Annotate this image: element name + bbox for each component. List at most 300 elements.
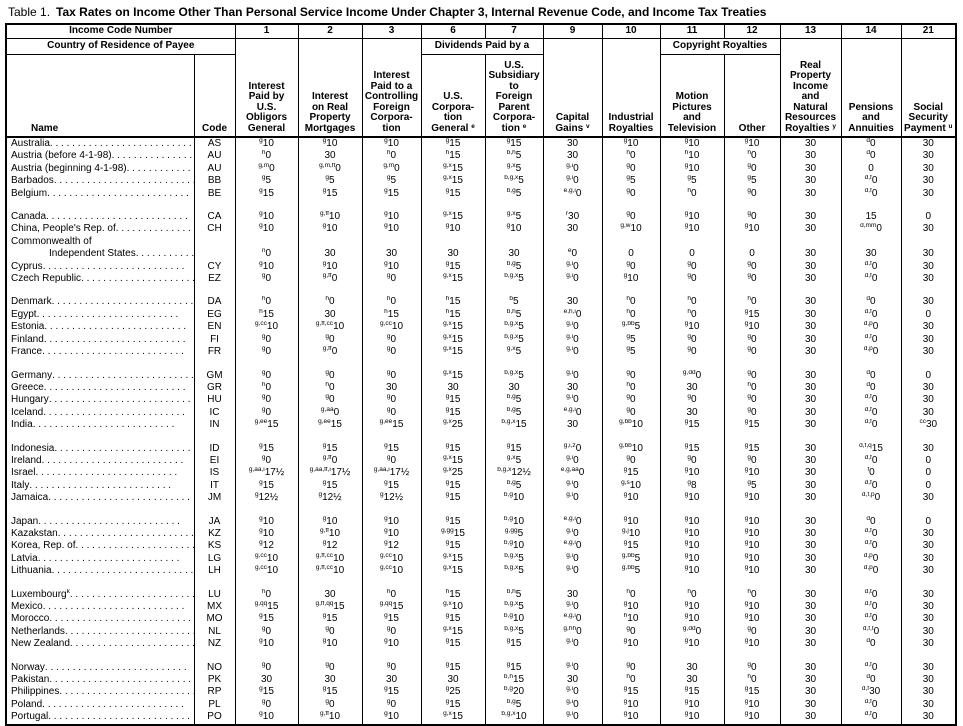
rate-cell: 30	[901, 188, 956, 200]
name-column-label: Name	[6, 55, 194, 138]
rate-cell: $^g$15	[421, 261, 485, 273]
rate-cell: $^{e,g,aa}$0	[543, 467, 602, 479]
rate-cell: $^{d,f,p}$0	[841, 492, 901, 504]
rate-cell: 30	[780, 223, 841, 235]
rate-cell: $^g$10	[660, 565, 724, 577]
rate-cell: $^r$30	[543, 211, 602, 223]
rate-cell: $^{g,qq}$15	[235, 601, 298, 613]
rate-cell: $^g$0	[362, 662, 421, 674]
rate-cell: $^{e,g,i}$0	[543, 540, 602, 552]
country-code-cell: ID	[194, 443, 235, 455]
rate-cell: $^{e,g,i}$0	[543, 516, 602, 528]
country-name-cell	[6, 528, 194, 540]
rate-cell: $^{g,i}$0	[543, 638, 602, 650]
rate-cell: $^h$0	[724, 150, 780, 162]
rate-cell: $^g$0	[602, 407, 660, 419]
rate-cell: $^{g,ee}$15	[298, 419, 362, 431]
country-name-cell	[6, 150, 194, 162]
country-name-cell	[6, 601, 194, 613]
rate-cell: 0	[901, 480, 956, 492]
dot-leader	[44, 321, 193, 333]
rate-cell: 30	[901, 662, 956, 674]
country-name-cell	[6, 516, 194, 528]
rate-cell: 30	[901, 613, 956, 625]
table-row	[6, 211, 956, 223]
rate-cell: $^h$15	[421, 589, 485, 601]
country-name: Australia	[11, 138, 50, 149]
table-row	[6, 296, 956, 308]
rate-cell: $^{d,p}$0	[841, 553, 901, 565]
rate-cell: $^g$0	[724, 407, 780, 419]
country-name-cell	[6, 699, 194, 711]
country-code-cell: MO	[194, 613, 235, 625]
table-row	[6, 589, 956, 601]
rate-cell: 30	[901, 565, 956, 577]
country-code-cell: EI	[194, 455, 235, 467]
rate-cell: 30	[780, 565, 841, 577]
country-name-cell	[6, 443, 194, 455]
rate-cell: $^{g,cc}$10	[235, 321, 298, 333]
dot-leader	[52, 565, 194, 577]
rate-cell: $^{g,qq}$15	[362, 601, 421, 613]
rate-cell: $^g$15	[235, 613, 298, 625]
rate-cell: $^g$10	[724, 711, 780, 724]
rate-cell: $^g$12½	[298, 492, 362, 504]
rate-cell: 15	[841, 211, 901, 223]
country-name-cell	[6, 613, 194, 625]
rate-cell: 0	[841, 163, 901, 175]
rate-cell: $^g$10	[724, 467, 780, 479]
country-name-cell	[6, 296, 194, 308]
rate-cell: 30	[660, 382, 724, 394]
rate-cell: $^h$15	[421, 309, 485, 321]
rate-cell: $^g$10	[724, 553, 780, 565]
rate-cell: $^{d,f}$0	[841, 273, 901, 285]
country-code-cell	[194, 248, 235, 260]
rate-cell: $^g$0	[602, 163, 660, 175]
country-name-cell	[6, 188, 194, 200]
rate-cell: $^g$15	[362, 686, 421, 698]
rate-cell: $^g$8	[660, 480, 724, 492]
table-row	[6, 261, 956, 273]
rate-cell: $^g$15	[485, 638, 543, 650]
rate-cell: $^g$12½	[235, 492, 298, 504]
rate-cell: $^{d,p}$0	[841, 321, 901, 333]
country-code-cell: FI	[194, 334, 235, 346]
rate-cell: 30	[780, 296, 841, 308]
rate-cell: $^g$10	[602, 273, 660, 285]
rate-cell: 30	[901, 394, 956, 406]
rate-cell: $^g$0	[235, 662, 298, 674]
dot-leader	[65, 626, 194, 638]
country-code-cell: BB	[194, 175, 235, 187]
rate-cell: 30	[298, 589, 362, 601]
rate-cell: $^{b,g}$5	[485, 261, 543, 273]
rate-cell: 30	[780, 309, 841, 321]
dot-leader	[52, 370, 193, 382]
rate-cell: 30	[901, 321, 956, 333]
rate-cell	[660, 236, 724, 248]
rate-cell: $^{b,g}$5	[485, 394, 543, 406]
rate-cell: $^h$0	[362, 150, 421, 162]
rate-cell: $^g$10	[660, 601, 724, 613]
column-header: U.S. Subsidiary to Foreign Parent Corpora- tion $^e$	[485, 55, 543, 138]
rate-cell: 30	[543, 674, 602, 686]
rate-cell: $^g$0	[235, 346, 298, 358]
rate-cell: 30	[780, 321, 841, 333]
country-code-cell: EG	[194, 309, 235, 321]
dot-leader	[136, 248, 194, 260]
rate-cell: $^g$0	[235, 334, 298, 346]
rate-cell: 30	[543, 296, 602, 308]
country-name-cell	[6, 467, 194, 479]
rate-cell: 30	[298, 674, 362, 686]
copyright-royalties-label: Copyright Royalties	[660, 39, 780, 55]
rate-cell	[485, 236, 543, 248]
dot-leader	[75, 540, 193, 552]
rate-cell: $^g$15	[660, 443, 724, 455]
rate-cell: $^g$10	[660, 528, 724, 540]
country-code-cell: AU	[194, 150, 235, 162]
country-name-cell	[6, 455, 194, 467]
rate-cell: $^g$0	[602, 188, 660, 200]
country-code-cell: KS	[194, 540, 235, 552]
rate-cell: $^g$15	[362, 480, 421, 492]
rate-cell: 0	[901, 370, 956, 382]
rate-cell: 30	[901, 334, 956, 346]
rate-cell: $^{g,cc}$10	[362, 553, 421, 565]
rate-cell: $^g$12	[298, 540, 362, 552]
rate-cell: $^g$0	[362, 334, 421, 346]
rate-cell: $^{b,g}$10	[485, 613, 543, 625]
dot-leader	[42, 455, 194, 467]
rate-cell: $^g$15	[660, 686, 724, 698]
rate-cell: $^g$0	[298, 662, 362, 674]
rate-cell: $^{g,aa,i}$17½	[362, 467, 421, 479]
rate-cell: 30	[543, 137, 602, 150]
country-name-cell	[6, 175, 194, 187]
rate-cell: $^{g,x}$15	[421, 321, 485, 333]
rate-cell: $^{b,g}$10	[485, 516, 543, 528]
table-row	[6, 443, 956, 455]
table-row	[6, 188, 956, 200]
rate-cell: $^d$0	[841, 137, 901, 150]
income-code-number: 6	[421, 24, 485, 39]
dot-leader	[116, 223, 194, 235]
rate-cell: $^g$15	[421, 613, 485, 625]
rate-cell: $^{b,g}$5	[485, 699, 543, 711]
rate-cell: $^g$15	[421, 492, 485, 504]
rate-cell: $^{d,f}$0	[841, 613, 901, 625]
country-name: Kazakstan	[11, 527, 58, 539]
country-code-cell: JA	[194, 516, 235, 528]
country-name-cell	[6, 626, 194, 638]
rate-cell: $^h$0	[724, 296, 780, 308]
rate-cell: $^g$0	[362, 407, 421, 419]
rate-cell: $^{g,i}$0	[543, 321, 602, 333]
rate-cell: $^{g,x}$15	[421, 553, 485, 565]
rate-cell: $^g$0	[362, 626, 421, 638]
country-name-cell	[6, 382, 194, 394]
rate-cell: $^h$10	[660, 150, 724, 162]
rate-cell: $^g$10	[298, 223, 362, 235]
country-name: India	[11, 419, 33, 431]
table-row	[6, 540, 956, 552]
country-name-cell	[6, 674, 194, 686]
rate-cell: $^{g,ff}$0	[298, 273, 362, 285]
rate-cell: $^{g,ff}$10	[298, 528, 362, 540]
country-code-cell: JM	[194, 492, 235, 504]
rate-cell: $^g$10	[660, 467, 724, 479]
country-name: Independent States	[49, 248, 136, 260]
country-name: Lithuania	[11, 565, 52, 577]
rate-cell: 30	[485, 248, 543, 260]
rate-cell: 30	[780, 674, 841, 686]
country-code-cell: LG	[194, 553, 235, 565]
rate-cell: $^{g,bb}$10	[602, 419, 660, 431]
code-column-label: Code	[194, 55, 235, 138]
country-name-cell	[6, 223, 194, 235]
rate-cell: $^g$10	[660, 223, 724, 235]
rate-cell: 30	[901, 674, 956, 686]
rate-cell: $^g$10	[724, 528, 780, 540]
rate-cell: $^h$0	[602, 674, 660, 686]
rate-cell: $^{g,ee}$15	[235, 419, 298, 431]
rate-cell: $^h$0	[660, 296, 724, 308]
country-of-residence-label: Country of Residence of Payee	[6, 39, 235, 55]
rate-cell: $^g$0	[724, 334, 780, 346]
rate-cell: $^g$10	[660, 321, 724, 333]
rate-cell: $^{b,g,x}$5	[485, 601, 543, 613]
rate-cell: $^h$0	[235, 296, 298, 308]
rate-cell: $^g$10	[660, 516, 724, 528]
rate-cell: $^g$15	[362, 188, 421, 200]
rate-cell: $^{cc}$30	[901, 419, 956, 431]
country-code-cell: CH	[194, 223, 235, 235]
rate-cell: $^h$0	[235, 150, 298, 162]
rate-cell: $^{b,g,x}$5	[485, 553, 543, 565]
rate-cell: $^{g,i}$0	[543, 601, 602, 613]
rate-cell: 30	[780, 626, 841, 638]
rate-cell: $^g$15	[298, 686, 362, 698]
rate-cell: $^g$12	[362, 540, 421, 552]
rate-cell: $^{g,ff,cc}$10	[298, 553, 362, 565]
dot-leader	[44, 334, 194, 346]
column-header: Pensions and Annuities	[841, 39, 901, 138]
rate-cell: $^{b,g}$5	[485, 480, 543, 492]
rate-cell: $^g$0	[298, 334, 362, 346]
rate-cell: $^{g,x}$15	[421, 626, 485, 638]
rate-cell: $^{d,f}$0	[841, 480, 901, 492]
rate-cell: 30	[901, 346, 956, 358]
income-code-number: 13	[780, 24, 841, 39]
rate-cell: $^{b,h}$15	[485, 674, 543, 686]
country-name: Estonia	[11, 321, 45, 333]
rate-cell: $^{d,f}$0	[841, 261, 901, 273]
dot-leader	[38, 553, 194, 565]
tax-rates-table	[5, 23, 957, 726]
rate-cell: $^g$0	[724, 370, 780, 382]
dot-leader	[37, 309, 194, 321]
rate-cell: $^g$0	[724, 394, 780, 406]
rate-cell: $^g$15	[298, 443, 362, 455]
rate-cell: $^g$0	[362, 346, 421, 358]
rate-cell: $^g$15	[421, 638, 485, 650]
country-name-cell	[6, 370, 194, 382]
rate-cell: $^{d,f}$0	[841, 699, 901, 711]
country-name: Poland	[11, 698, 43, 710]
rate-cell: 30	[780, 334, 841, 346]
dot-leader	[54, 175, 194, 187]
rate-cell: $^{g,bb}$5	[602, 553, 660, 565]
rate-cell: $^{g,x}$15	[421, 565, 485, 577]
rate-cell: 30	[543, 419, 602, 431]
rate-cell: 30	[901, 296, 956, 308]
rate-cell: $^{d,t}$0	[841, 589, 901, 601]
rate-cell: $^{g,i}$0	[543, 686, 602, 698]
rate-cell	[235, 236, 298, 248]
rate-cell: 30	[780, 407, 841, 419]
rate-cell: 30	[901, 589, 956, 601]
country-name: France	[11, 346, 43, 358]
rate-cell: 30	[780, 699, 841, 711]
rate-cell: $^g$15	[421, 540, 485, 552]
rate-cell: $^{b,g,x}$5	[485, 321, 543, 333]
rate-cell: 30	[780, 553, 841, 565]
rate-cell: $^{g,i}$0	[543, 699, 602, 711]
rate-cell: $^{d,f}$0	[841, 601, 901, 613]
country-name-cell	[6, 589, 194, 601]
rate-cell: $^g$0	[660, 261, 724, 273]
rate-cell: $^g$0	[235, 273, 298, 285]
rate-cell: $^{g,i}$0	[543, 528, 602, 540]
table-body	[6, 137, 956, 725]
country-name: Mexico	[11, 601, 43, 612]
country-code-cell: EN	[194, 321, 235, 333]
rate-cell: $^{g,bb}$10	[602, 443, 660, 455]
country-name: Cyprus	[11, 260, 43, 272]
column-header: Motion Pictures and Television	[660, 55, 724, 138]
rate-cell: $^g$15	[660, 419, 724, 431]
header-band-row	[6, 39, 956, 55]
column-header: Interest Paid by U.S. Obligors General	[235, 39, 298, 138]
country-code-cell: PO	[194, 711, 235, 724]
dot-leader	[112, 150, 194, 162]
table-title-text: Tax Rates on Income Other Than Personal Service Income Under Chapter 3, Internal Revenue Code, and Income Tax Treaties	[56, 5, 767, 19]
dot-leader	[45, 662, 194, 674]
dot-leader	[38, 516, 193, 528]
dot-leader	[33, 419, 194, 431]
country-name: Canada	[11, 211, 47, 223]
table-number: Table 1.	[8, 5, 51, 19]
rate-cell: $^g$0	[298, 394, 362, 406]
rate-cell: $^{g,i}$0	[543, 175, 602, 187]
rate-cell: $^{b,g}$10	[485, 492, 543, 504]
rate-cell: $^{g,gg}$5	[485, 528, 543, 540]
dot-leader	[43, 407, 193, 419]
rate-cell: $^g$0	[660, 455, 724, 467]
column-header: Interest on Real Property Mortgages	[298, 39, 362, 138]
spacer-row	[6, 651, 956, 662]
dot-leader	[42, 699, 193, 711]
rate-cell: $^{b,g,x}$5	[485, 370, 543, 382]
rate-cell: $^g$15	[421, 137, 485, 150]
rate-cell: $^{d,f,t}$0	[841, 626, 901, 638]
rate-cell: $^{g,x}$15	[421, 273, 485, 285]
country-name-cell	[6, 261, 194, 273]
rate-cell: 30	[901, 248, 956, 260]
rate-cell: $^g$10	[421, 223, 485, 235]
dot-leader	[52, 296, 194, 308]
rate-cell: $^g$10	[660, 699, 724, 711]
country-name: Germany	[11, 369, 53, 381]
country-name-cell	[6, 248, 194, 260]
rate-cell: $^{g,m,ff}$0	[298, 163, 362, 175]
rate-cell: $^{b,g,x}$5	[485, 273, 543, 285]
table-row	[6, 248, 956, 260]
rate-cell: $^{d,f}$0	[841, 334, 901, 346]
dividends-paid-label: Dividends Paid by a	[421, 39, 543, 55]
country-name-cell	[6, 540, 194, 552]
rate-cell: 30	[901, 150, 956, 162]
country-name-cell	[6, 321, 194, 333]
rate-cell: $^g$15	[602, 686, 660, 698]
country-name: Austria (beginning 4-1-98)	[11, 162, 127, 174]
income-code-number: 14	[841, 24, 901, 39]
rate-cell: $^h$0	[724, 382, 780, 394]
rate-cell: $^{g,i}$0	[543, 163, 602, 175]
rate-cell: 0	[901, 467, 956, 479]
rate-cell: $^{g,ee}$15	[362, 419, 421, 431]
rate-cell: $^g$10	[724, 638, 780, 650]
country-code-cell: PK	[194, 674, 235, 686]
rate-cell: $^{g,ff}$0	[298, 455, 362, 467]
rate-cell: $^{g,bb}$5	[602, 565, 660, 577]
rate-cell: $^{b,g,x}$5	[485, 626, 543, 638]
rate-cell: $^{g,x}$15	[421, 163, 485, 175]
rate-cell	[543, 236, 602, 248]
rate-cell: $^{g,x}$15	[421, 346, 485, 358]
rate-cell: $^{g,aa,i}$17½	[235, 467, 298, 479]
dot-leader	[44, 382, 194, 394]
rate-cell: 30	[543, 382, 602, 394]
country-name: Luxembourg$^k$	[11, 588, 70, 600]
rate-cell: 30	[780, 711, 841, 724]
rate-cell: $^{g,j}$10	[602, 528, 660, 540]
rate-cell: $^h$15	[421, 150, 485, 162]
rate-cell: 30	[780, 540, 841, 552]
rate-cell: $^{b,g}$20	[485, 686, 543, 698]
country-name: Portugal	[11, 711, 49, 723]
rate-cell: $^h$0	[298, 382, 362, 394]
country-name: Commonwealth of	[11, 235, 92, 247]
rate-cell: $^g$10	[660, 492, 724, 504]
rate-cell: $^{d,f}$0	[841, 455, 901, 467]
rate-cell: 30	[901, 273, 956, 285]
rate-cell: $^{b,g,x}$10	[485, 711, 543, 724]
rate-cell: $^{g,ff}$0	[298, 346, 362, 358]
rate-cell: 30	[780, 175, 841, 187]
country-code-cell: CA	[194, 211, 235, 223]
rate-cell: 30	[780, 273, 841, 285]
rate-cell: $^{b,g}$5	[485, 188, 543, 200]
country-name: Jamaica	[11, 492, 49, 504]
rate-cell: $^{g,m}$0	[235, 163, 298, 175]
rate-cell: $^{g,x}$5	[485, 455, 543, 467]
dot-leader	[49, 394, 194, 406]
rate-cell: $^d$0	[841, 516, 901, 528]
table-row	[6, 492, 956, 504]
